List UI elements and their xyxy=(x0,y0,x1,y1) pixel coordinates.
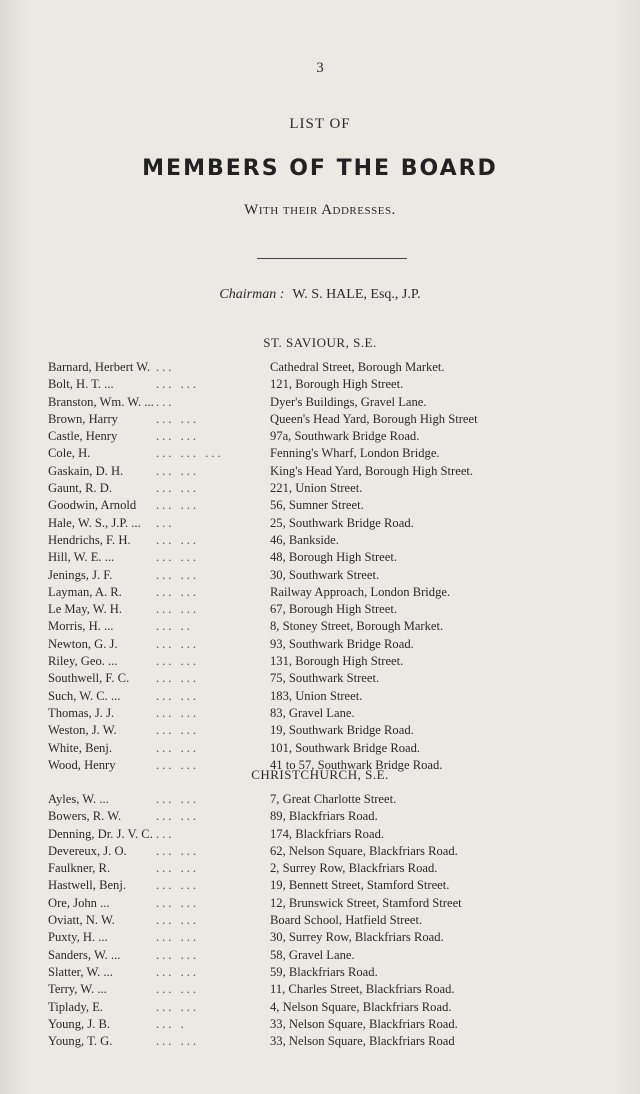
member-row xyxy=(48,878,618,895)
member-address: 101, Southwark Bridge Road. xyxy=(270,740,421,755)
member-address: 19, Bennett Street, Stamford Street. xyxy=(270,878,450,893)
member-name: Barnard, Herbert W. xyxy=(48,360,151,374)
member-name: Sanders, W. ... xyxy=(48,947,121,962)
leader-dots: ... ... xyxy=(156,532,200,547)
leader-dots: ... ... xyxy=(156,999,200,1014)
member-address: 59, Blackfriars Road. xyxy=(270,964,378,979)
leader-dots: ... ... xyxy=(156,498,200,513)
page-title: MEMBERS OF THE BOARD xyxy=(142,156,498,181)
leader-dots: ... ... xyxy=(156,947,200,962)
leader-dots: ... ... xyxy=(156,809,200,824)
leader-dots: ... ... xyxy=(156,757,200,772)
leader-dots: ... .. xyxy=(156,619,193,634)
member-row xyxy=(48,930,618,947)
member-name: Denning, Dr. J. V. C. xyxy=(48,826,153,841)
member-row xyxy=(48,706,618,723)
member-address: 30, Southwark Street. xyxy=(270,567,380,582)
member-address: Railway Approach, London Bridge. xyxy=(270,584,451,599)
member-address: 221, Union Street. xyxy=(270,481,363,496)
leader-dots: ... ... xyxy=(156,429,200,444)
member-list-christchurch xyxy=(48,792,618,1051)
member-name: Ore, John ... xyxy=(48,895,110,910)
page-number: 3 xyxy=(316,60,324,76)
member-address: 48, Borough High Street. xyxy=(270,550,397,565)
member-address: 4, Nelson Square, Blackfriars Road. xyxy=(270,999,452,1014)
member-address: 33, Nelson Square, Blackfriars Road. xyxy=(270,1016,458,1031)
member-row xyxy=(48,1017,618,1034)
leader-dots: ... xyxy=(156,360,175,374)
leader-dots: ... ... xyxy=(156,723,200,738)
member-name: Cole, H. xyxy=(48,446,91,461)
member-address: Board School, Hatfield Street. xyxy=(270,913,423,928)
member-name: Weston, J. W. xyxy=(48,723,117,738)
member-address: 41 to 57, Southwark Bridge Road. xyxy=(270,757,443,772)
member-address: 174, Blackfriars Road. xyxy=(270,826,385,841)
member-row xyxy=(48,741,618,758)
leader-dots: ... ... xyxy=(156,463,200,478)
member-row xyxy=(48,395,618,412)
member-address: 33, Nelson Square, Blackfriars Road xyxy=(270,1034,455,1049)
leader-dots: ... ... xyxy=(156,1034,200,1049)
member-row xyxy=(48,982,618,999)
member-row xyxy=(48,481,618,498)
member-row xyxy=(48,360,618,377)
member-name: Young, J. B. xyxy=(48,1016,111,1031)
member-row xyxy=(48,446,618,463)
member-name: Faulkner, R. xyxy=(48,861,111,876)
member-name: Oviatt, N. W. xyxy=(48,913,115,928)
leader-dots: ... ... xyxy=(156,602,200,617)
member-address: 67, Borough High Street. xyxy=(270,602,397,617)
leader-dots: ... ... xyxy=(156,584,200,599)
member-name: Riley, Geo. ... xyxy=(48,654,118,669)
member-name: Goodwin, Arnold xyxy=(48,498,137,513)
leader-dots: ... ... xyxy=(156,671,200,686)
section-title-christchurch: CHRISTCHURCH, S.E. xyxy=(251,767,389,782)
member-row xyxy=(48,809,618,826)
member-address: 46, Bankside. xyxy=(270,532,339,547)
member-row xyxy=(48,602,618,619)
leader-dots: ... ... xyxy=(156,964,200,979)
member-row xyxy=(48,965,618,982)
member-row xyxy=(48,913,618,930)
member-name: Wood, Henry xyxy=(48,757,116,772)
member-row xyxy=(48,464,618,481)
member-address: 8, Stoney Street, Borough Market. xyxy=(270,619,444,634)
member-address: 25, Southwark Bridge Road. xyxy=(270,515,414,530)
member-row xyxy=(48,1000,618,1017)
member-name: Southwell, F. C. xyxy=(48,671,130,686)
member-row xyxy=(48,723,618,740)
member-name: Terry, W. ... xyxy=(48,982,107,997)
member-name: Layman, A. R. xyxy=(48,584,122,599)
leader-dots: ... ... xyxy=(156,567,200,582)
member-row xyxy=(48,498,618,515)
member-name: Le May, W. H. xyxy=(48,602,123,617)
member-row xyxy=(48,533,618,550)
member-row xyxy=(48,792,618,809)
member-row xyxy=(48,689,618,706)
leader-dots: ... ... xyxy=(156,740,200,755)
member-name: White, Benj. xyxy=(48,740,113,755)
chairman-label: Chairman : xyxy=(219,287,285,302)
leader-dots: ... ... xyxy=(156,481,200,496)
member-row xyxy=(48,654,618,671)
leader-dots: ... ... xyxy=(156,930,200,945)
member-address: Dyer's Buildings, Gravel Lane. xyxy=(270,394,427,409)
leader-dots: ... xyxy=(156,826,175,841)
chairman-name: W. S. HALE, Esq., J.P. xyxy=(292,287,421,302)
member-row xyxy=(48,412,618,429)
leader-dots: ... ... xyxy=(156,550,200,565)
member-address: 97a, Southwark Bridge Road. xyxy=(270,429,420,444)
member-row xyxy=(48,637,618,654)
member-address: King's Head Yard, Borough High Street. xyxy=(270,463,474,478)
leader-dots: ... xyxy=(156,394,175,409)
member-name: Bolt, H. T. ... xyxy=(48,377,114,392)
member-name: Newton, G. J. xyxy=(48,636,118,651)
member-name: Hill, W. E. ... xyxy=(48,550,115,565)
subheading: With their Addresses. xyxy=(244,202,396,218)
member-name: Such, W. C. ... xyxy=(48,688,121,703)
member-name: Slatter, W. ... xyxy=(48,964,113,979)
leader-dots: ... ... xyxy=(156,688,200,703)
member-row xyxy=(48,585,618,602)
leader-dots: ... ... xyxy=(156,861,200,876)
leader-dots: ... ... xyxy=(156,377,200,392)
member-address: 121, Borough High Street. xyxy=(270,377,404,392)
member-row xyxy=(48,827,618,844)
member-name: Young, T. G. xyxy=(48,1034,113,1049)
member-row xyxy=(48,671,618,688)
member-address: Fenning's Wharf, London Bridge. xyxy=(270,446,440,461)
member-address: 11, Charles Street, Blackfriars Road. xyxy=(270,982,455,997)
member-name: Ayles, W. ... xyxy=(48,792,109,806)
member-address: 58, Gravel Lane. xyxy=(270,947,355,962)
member-name: Hendrichs, F. H. xyxy=(48,532,131,547)
leader-dots: ... ... xyxy=(156,705,200,720)
member-name: Brown, Harry xyxy=(48,411,118,426)
leader-dots: ... xyxy=(156,515,175,530)
member-address: 62, Nelson Square, Blackfriars Road. xyxy=(270,843,458,858)
divider-rule xyxy=(257,258,407,259)
member-address: 19, Southwark Bridge Road. xyxy=(270,723,414,738)
member-row xyxy=(48,377,618,394)
member-address: 75, Southwark Street. xyxy=(270,671,380,686)
leader-dots: ... ... xyxy=(156,895,200,910)
member-name: Hale, W. S., J.P. ... xyxy=(48,515,141,530)
member-address: 89, Blackfriars Road. xyxy=(270,809,378,824)
member-address: 93, Southwark Bridge Road. xyxy=(270,636,414,651)
member-list-st-saviour xyxy=(48,360,618,775)
leader-dots: ... ... xyxy=(156,843,200,858)
member-row xyxy=(48,948,618,965)
member-name: Hastwell, Benj. xyxy=(48,878,126,893)
member-address: 12, Brunswick Street, Stamford Street xyxy=(270,895,462,910)
member-name: Thomas, J. J. xyxy=(48,705,115,720)
member-address: 183, Union Street. xyxy=(270,688,363,703)
leader-dots: ... ... xyxy=(156,913,200,928)
member-name: Puxty, H. ... xyxy=(48,930,108,945)
leader-dots: ... ... xyxy=(156,636,200,651)
member-row xyxy=(48,568,618,585)
section-title-st-saviour: ST. SAVIOUR, S.E. xyxy=(263,335,377,350)
member-name: Castle, Henry xyxy=(48,429,118,444)
member-name: Gaunt, R. D. xyxy=(48,481,113,496)
leader-dots: ... ... xyxy=(156,982,200,997)
member-address: 30, Surrey Row, Blackfriars Road. xyxy=(270,930,444,945)
member-address: 56, Sumner Street. xyxy=(270,498,364,513)
leader-dots: ... . xyxy=(156,1016,187,1031)
leader-dots: ... ... xyxy=(156,654,200,669)
member-row xyxy=(48,844,618,861)
leader-dots: ... ... xyxy=(156,878,200,893)
member-name: Jenings, J. F. xyxy=(48,567,113,582)
leader-dots: ... ... xyxy=(156,411,200,426)
member-address: Queen's Head Yard, Borough High Street xyxy=(270,411,478,426)
member-name: Bowers, R. W. xyxy=(48,809,122,824)
member-row xyxy=(48,1034,618,1051)
member-name: Devereux, J. O. xyxy=(48,843,127,858)
member-row xyxy=(48,550,618,567)
member-address: 131, Borough High Street. xyxy=(270,654,404,669)
member-name: Gaskain, D. H. xyxy=(48,463,124,478)
leader-dots: ... ... xyxy=(156,792,200,806)
member-row xyxy=(48,896,618,913)
member-address: 83, Gravel Lane. xyxy=(270,705,355,720)
member-row xyxy=(48,619,618,636)
heading-list-of: LIST OF xyxy=(289,116,351,132)
chairman-line xyxy=(0,287,640,303)
member-name: Branston, Wm. W. ... xyxy=(48,394,154,409)
member-row xyxy=(48,516,618,533)
member-address: 2, Surrey Row, Blackfriars Road. xyxy=(270,861,438,876)
member-name: Morris, H. ... xyxy=(48,619,114,634)
member-row xyxy=(48,429,618,446)
member-row xyxy=(48,861,618,878)
member-name: Tiplady, E. xyxy=(48,999,104,1014)
member-address: 7, Great Charlotte Street. xyxy=(270,792,397,806)
member-address: Cathedral Street, Borough Market. xyxy=(270,360,445,374)
leader-dots: ... ... ... xyxy=(156,446,224,461)
